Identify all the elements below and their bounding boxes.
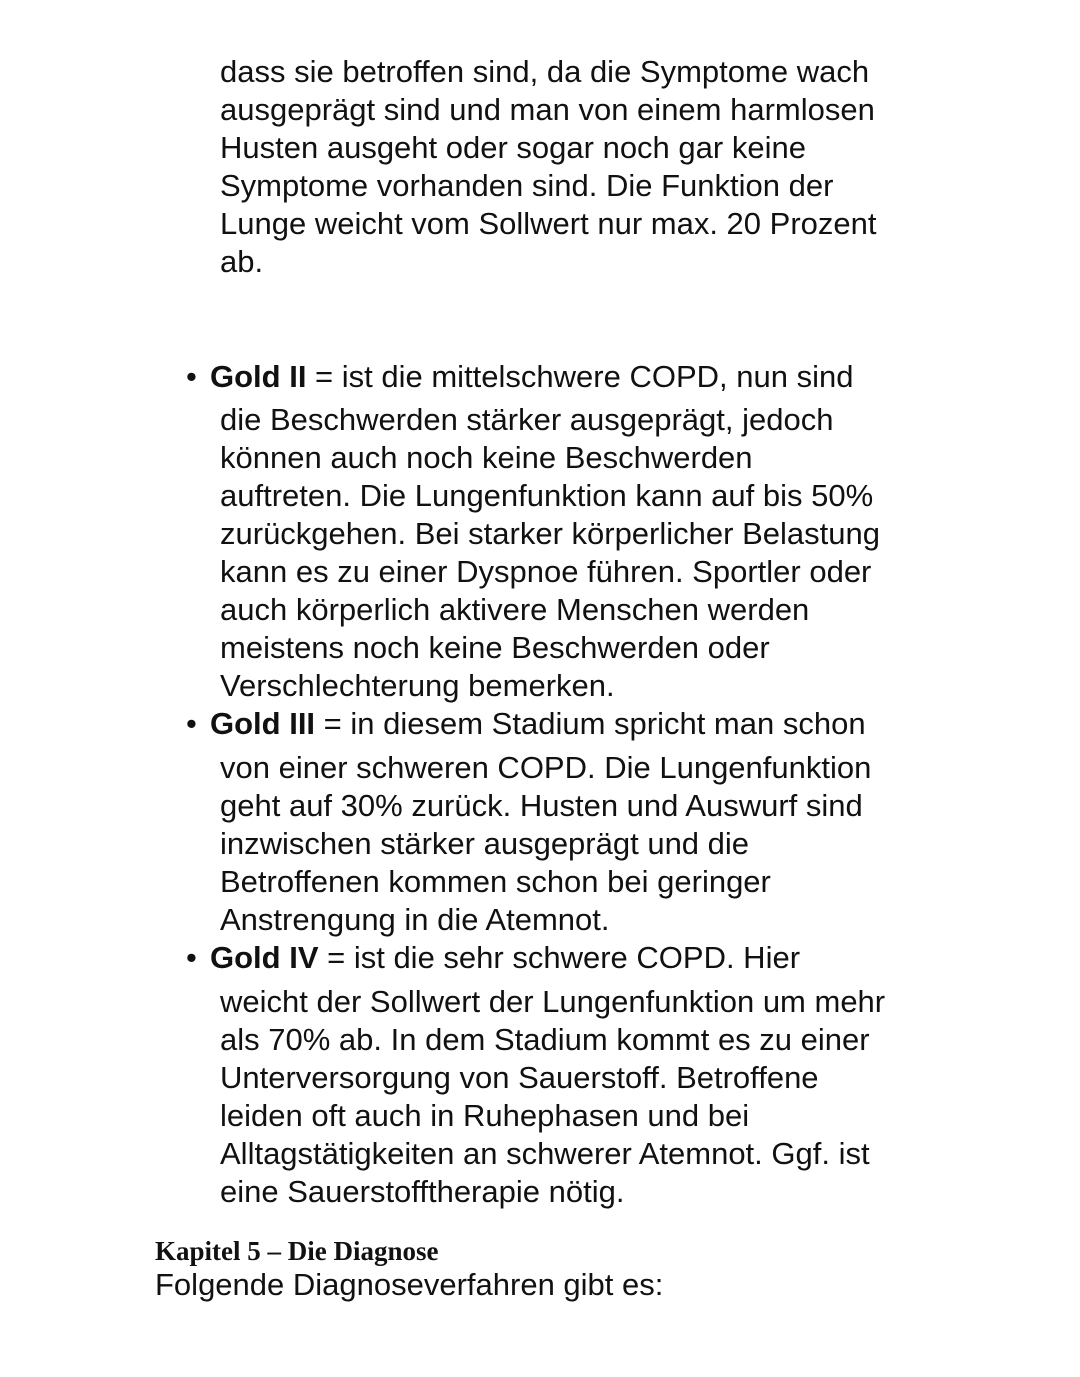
stage-line: leiden oft auch in Ruhephasen und bei	[220, 1098, 750, 1133]
stage-line: Betroffenen kommen schon bei geringer	[220, 864, 771, 899]
stage-line: Anstrengung in die Atemnot.	[220, 902, 610, 937]
stage-line: die Beschwerden stärker ausgeprägt, jedoch	[220, 402, 834, 437]
stage-line: meistens noch keine Beschwerden oder	[220, 630, 770, 665]
stage-first-line	[186, 939, 800, 977]
stage-first-line-text: = ist die sehr schwere COPD. Hier	[318, 940, 801, 975]
stage-line: weicht der Sollwert der Lungenfunktion um mehr	[220, 984, 886, 1019]
stage-term: Gold II	[210, 359, 307, 394]
chapter-intro-text: Folgende Diagnoseverfahren gibt es:	[155, 1267, 664, 1302]
paragraph-line: ab.	[220, 244, 264, 279]
stage-line: Unterversorgung von Sauerstoff. Betroffene	[220, 1060, 819, 1095]
stage-line: können auch noch keine Beschwerden	[220, 440, 753, 475]
bullet-icon: •	[186, 359, 197, 394]
stage-line: inzwischen stärker ausgeprägt und die	[220, 826, 750, 861]
stage-term: Gold IV	[210, 940, 319, 975]
stage-line: als 70% ab. In dem Stadium kommt es zu einer	[220, 1022, 870, 1057]
stage-term: Gold III	[210, 706, 316, 741]
paragraph-line: Husten ausgeht oder sogar noch gar keine	[220, 130, 806, 165]
paragraph-line: Symptome vorhanden sind. Die Funktion der	[220, 168, 834, 203]
stage-first-line	[186, 358, 853, 396]
stage-line: kann es zu einer Dyspnoe führen. Sportler oder	[220, 554, 872, 589]
paragraph-line: dass sie betroffen sind, da die Symptome wach	[220, 54, 870, 89]
stage-first-line-text: = in diesem Stadium spricht man schon	[315, 706, 866, 741]
chapter-heading: Kapitel 5 – Die Diagnose	[155, 1236, 439, 1266]
stage-first-line	[186, 705, 866, 743]
stage-line: zurückgehen. Bei starker körperlicher Belastung	[220, 516, 880, 551]
bullet-icon: •	[186, 706, 197, 741]
paragraph-line: Lunge weicht vom Sollwert nur max. 20 Prozent	[220, 206, 877, 241]
bullet-icon: •	[186, 940, 197, 975]
paragraph-line: ausgeprägt sind und man von einem harmlosen	[220, 92, 875, 127]
stage-first-line-text: = ist die mittelschwere COPD, nun sind	[306, 359, 854, 394]
stage-line: auch körperlich aktivere Menschen werden	[220, 592, 810, 627]
stage-line: eine Sauerstofftherapie nötig.	[220, 1174, 625, 1209]
stage-line: Verschlechterung bemerken.	[220, 668, 615, 703]
stage-line: Alltagstätigkeiten an schwerer Atemnot. Ggf. ist	[220, 1136, 870, 1171]
stage-line: geht auf 30% zurück. Husten und Auswurf sind	[220, 788, 863, 823]
stage-line: von einer schweren COPD. Die Lungenfunktion	[220, 750, 872, 785]
stage-line: auftreten. Die Lungenfunktion kann auf bis 50%	[220, 478, 874, 513]
